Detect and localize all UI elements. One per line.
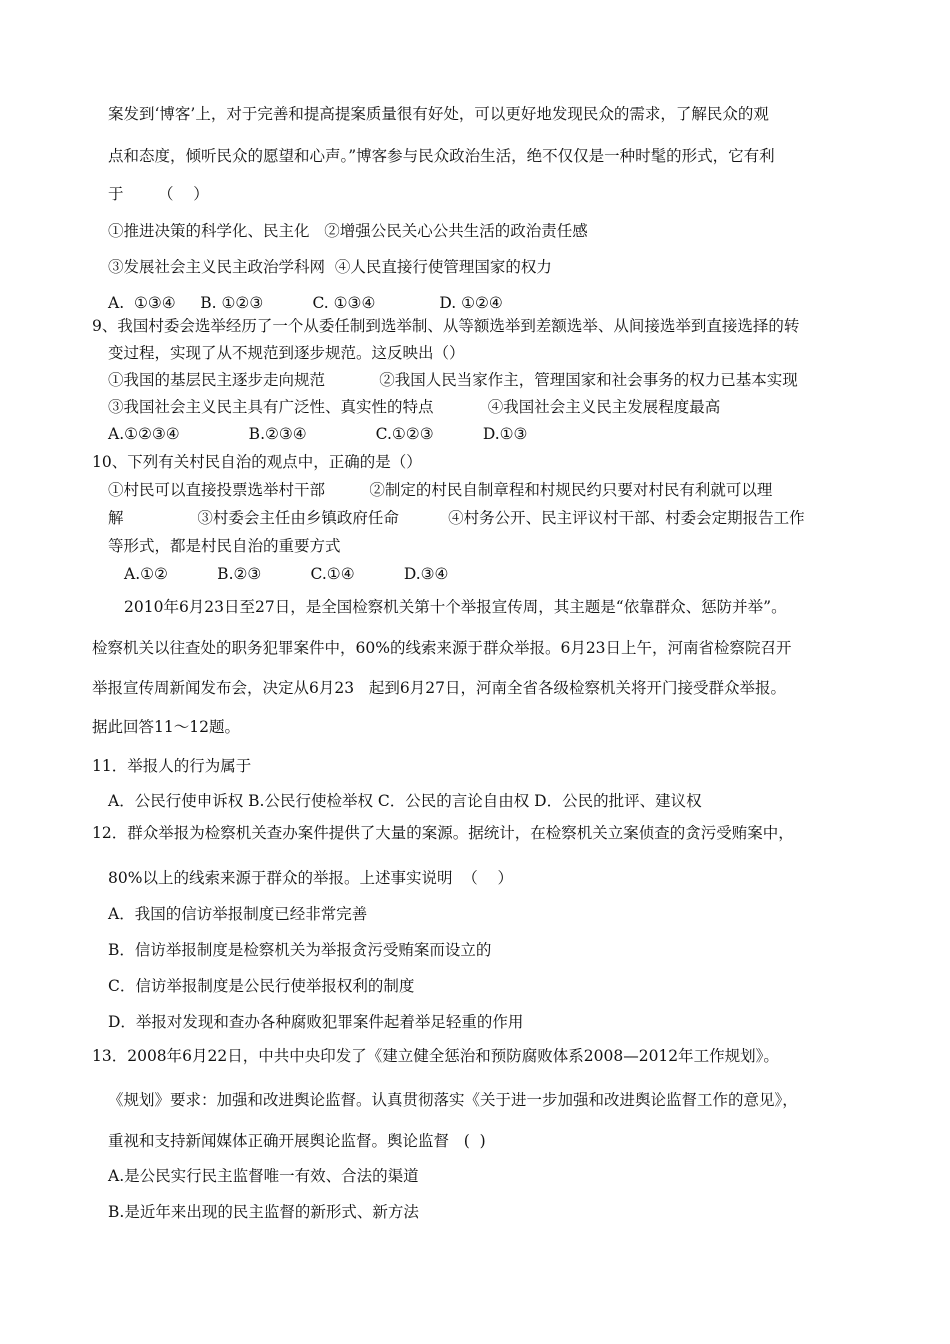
q8-answers: A. ①③④ B. ①②③ C. ①③④ D. ①②④: [108, 294, 503, 312]
q9-options-line-1: ①我国的基层民主逐步走向规范 ②我国人民当家作主，管理国家和社会事务的权力已基本实现: [108, 371, 798, 389]
q9-stem-line-1: 9、我国村委会选举经历了一个从委任制到选举制、从等额选举到差额选举、从间接选举到直接选择的转: [92, 317, 800, 335]
q10-answers: A.①② B.②③ C.①④ D.③④: [124, 565, 449, 583]
q13-option-b: B.是近年来出现的民主监督的新形式、新方法: [108, 1203, 419, 1221]
q9-stem-line-2: 变过程，实现了从不规范到逐步规范。这反映出（）: [108, 344, 465, 362]
q8-text-line-3: 于 （ ）: [108, 185, 209, 203]
q10-stem: 10、下列有关村民自治的观点中，正确的是（）: [92, 453, 422, 471]
passage-line-2: 检察机关以往查处的职务犯罪案件中，60%的线索来源于群众举报。6月23日上午，河南省检察院召开: [92, 639, 792, 657]
passage-line-1: 2010年6月23日至27日，是全国检察机关第十个举报宣传周，其主题是“依靠群众、惩防并举”。: [124, 598, 787, 616]
q13-stem-line-1: 13．2008年6月22日，中共中央印发了《建立健全惩治和预防腐败体系2008—2012年工作规划》。: [92, 1047, 779, 1065]
q9-answers: A.①②③④ B.②③④ C.①②③ D.①③: [108, 425, 528, 443]
q10-options-line-1: ①村民可以直接投票选举村干部 ②制定的村民自制章程和村规民约只要对村民有利就可以理: [108, 481, 773, 499]
passage-line-4: 据此回答11～12题。: [92, 718, 240, 736]
q11-stem: 11．举报人的行为属于: [92, 757, 252, 775]
q8-options-line-1: ①推进决策的科学化、民主化 ②增强公民关心公共生活的政治责任感: [108, 222, 588, 240]
q11-answers: A．公民行使申诉权 B.公民行使检举权 C．公民的言论自由权 D．公民的批评、建议权: [108, 792, 702, 810]
q12-option-d: D．举报对发现和查办各种腐败犯罪案件起着举足轻重的作用: [108, 1013, 524, 1031]
q13-option-a: A.是公民实行民主监督唯一有效、合法的渠道: [108, 1167, 419, 1185]
passage-line-3: 举报宣传周新闻发布会，决定从6月23 起到6月27日，河南全省各级检察机关将开门接受群众举报。: [92, 679, 786, 697]
q8-options-line-2: ③发展社会主义民主政治学科网 ④人民直接行使管理国家的权力: [108, 258, 552, 276]
q12-option-a: A．我国的信访举报制度已经非常完善: [108, 905, 368, 923]
q12-option-c: C．信访举报制度是公民行使举报权利的制度: [108, 977, 415, 995]
q13-stem-line-2: 《规划》要求：加强和改进舆论监督。认真贯彻落实《关于进一步加强和改进舆论监督工作的意见》，: [108, 1091, 798, 1109]
q12-stem-line-1: 12．群众举报为检察机关查办案件提供了大量的案源。据统计，在检察机关立案侦查的贪污受贿案中，: [92, 824, 794, 842]
q10-options-line-3: 等形式，都是村民自治的重要方式: [108, 537, 341, 555]
q13-stem-line-3: 重视和支持新闻媒体正确开展舆论监督。舆论监督 ( ): [108, 1132, 486, 1150]
q8-text-line-1: 案发到‘博客’上，对于完善和提高提案质量很有好处，可以更好地发现民众的需求，了解民众的观: [108, 105, 769, 123]
q12-stem-line-2: 80%以上的线索来源于群众的举报。上述事实说明 （ ）: [108, 869, 514, 887]
q12-option-b: B．信访举报制度是检察机关为举报贪污受贿案而设立的: [108, 941, 492, 959]
q10-options-line-2: 解 ③村委会主任由乡镇政府任命 ④村务公开、民主评议村干部、村委会定期报告工作: [108, 509, 805, 527]
q9-options-line-2: ③我国社会主义民主具有广泛性、真实性的特点 ④我国社会主义民主发展程度最高: [108, 398, 721, 416]
q8-text-line-2: 点和态度，倾听民众的愿望和心声。”博客参与民众政治生活，绝不仅仅是一种时髦的形式，它有利: [108, 147, 775, 165]
